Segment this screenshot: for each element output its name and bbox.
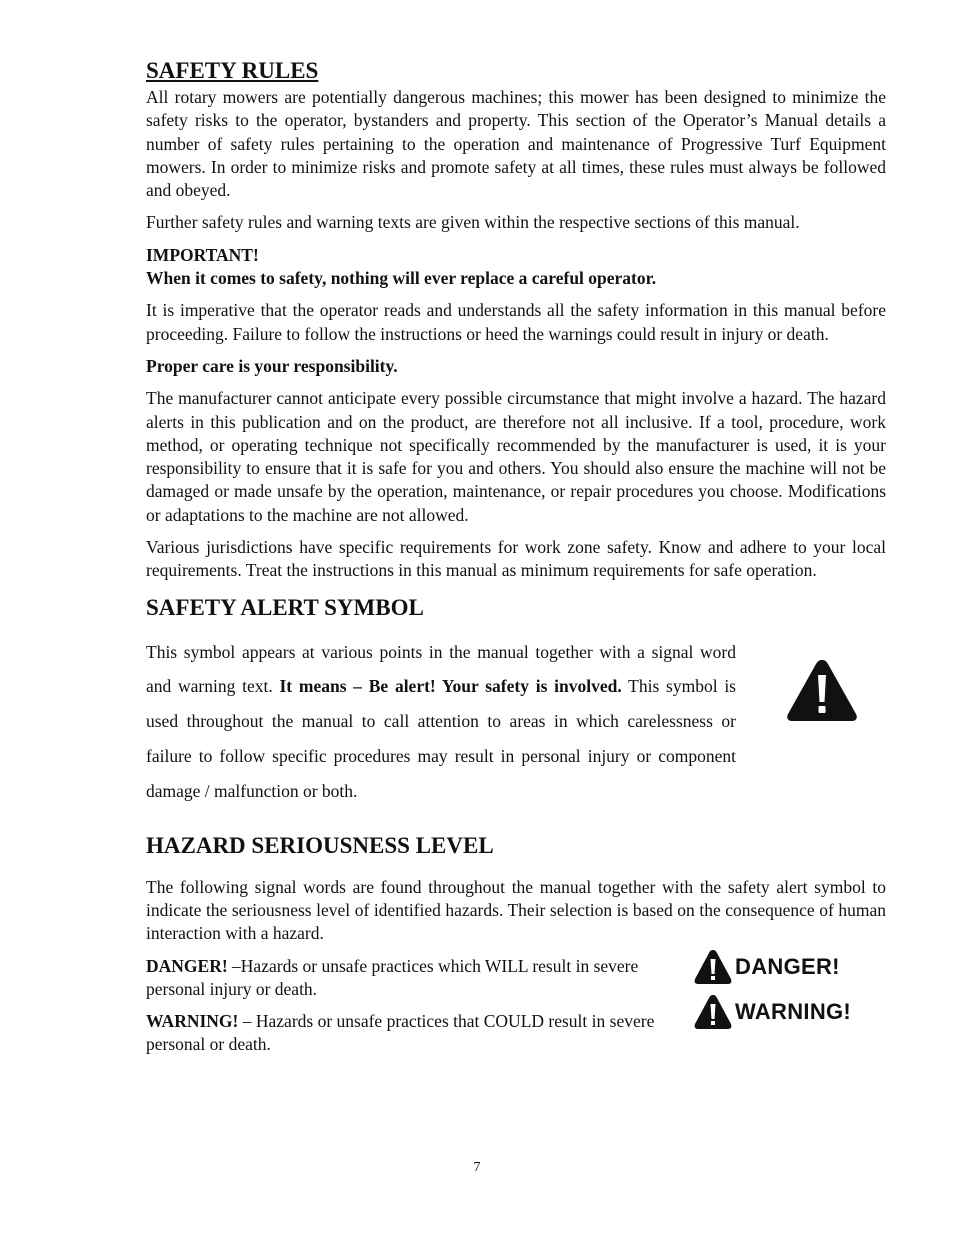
warning-row — [146, 999, 886, 1057]
danger-label: DANGER! — [146, 955, 228, 976]
safety-rules-paragraph-3: It is imperative that the operator reads and understands all the safety information in this manual before proceeding. Failure to follow the instructions or heed the warnings could result in injury or death. — [146, 300, 886, 344]
safety-alert-text-part-2: This symbol is used throughout the manual to call attention to areas in which carelessness or failure to follow specific procedures may result in personal injury or component damage / malfunction or both. — [146, 676, 736, 801]
hazard-title: HAZARD SERIOUSNESS LEVEL — [146, 832, 494, 858]
danger-triangle-icon — [694, 949, 732, 985]
warning-badge — [694, 994, 851, 1030]
warning-badge-text: WARNING! — [735, 999, 852, 1025]
important-label: IMPORTANT! — [146, 244, 259, 265]
important-text: When it comes to safety, nothing will ever replace a careful operator. — [146, 268, 657, 289]
safety-rules-paragraph-5: Various jurisdictions have specific requirements for work zone safety. Know and adhere to your local requirements. Treat the instructions in this manual as minimum requirements for safe operation. — [146, 537, 886, 581]
warning-label: WARNING! — [146, 1011, 239, 1032]
safety-rules-paragraph-2: Further safety rules and warning texts are given within the respective sections of this manual. — [146, 212, 800, 233]
warning-triangle-small-icon — [694, 994, 732, 1030]
safety-rules-paragraph-4: The manufacturer cannot anticipate every possible circumstance that might involve a hazard. The hazard alerts in this publication and on the product, are therefore not all inclusive. If a tool, procedure, work method, or operating technique not specifically recommended by the manufacturer is used, it is your responsibility to ensure that it is safe for you and others. You should also ensure the machine will not be damaged or made unsafe by the operation, maintenance, or repair procedures you choose. Modifications or adaptations to the machine are not allowed. — [146, 388, 886, 525]
safety-alert-text-bold: It means – Be alert! Your safety is involved. — [279, 676, 622, 697]
proper-care-heading: Proper care is your responsibility. — [146, 355, 398, 376]
hazard-intro: The following signal words are found throughout the manual together with the safety alert symbol to indicate the seriousness level of identified hazards. Their selection is based on the consequence of human interaction with a hazard. — [146, 876, 886, 944]
safety-alert-title: SAFETY ALERT SYMBOL — [146, 594, 424, 620]
safety-alert-text — [146, 635, 736, 809]
danger-description — [146, 955, 676, 1002]
manual-page — [146, 56, 886, 1066]
safety-rules-title: SAFETY RULES — [146, 58, 319, 83]
safety-rules-paragraph-1: All rotary mowers are potentially dangerous machines; this mower has been designed to minimize the safety risks to the operator, bystanders and property. This section of the Operator’s Manual details a number of safety rules pertaining to the operation and maintenance of Progressive Turf Equipment mowers. In order to minimize risks and promote safety at all times, these rules must always be followed and obeyed. — [146, 87, 886, 201]
page-number: 7 — [473, 1160, 481, 1175]
warning-description — [146, 1010, 676, 1057]
warning-triangle-icon — [786, 657, 858, 723]
danger-badge-text: DANGER! — [735, 953, 840, 979]
danger-badge — [694, 949, 840, 985]
warning-text: – Hazards or unsafe practices that COULD result in severe personal or death. — [146, 1011, 655, 1055]
danger-text: –Hazards or unsafe practices which WILL result in severe personal injury or death. — [146, 955, 639, 999]
safety-alert-section — [146, 635, 886, 809]
safety-alert-text-part-1: This symbol appears at various points in the manual together with a signal word and warning text. — [146, 641, 736, 697]
